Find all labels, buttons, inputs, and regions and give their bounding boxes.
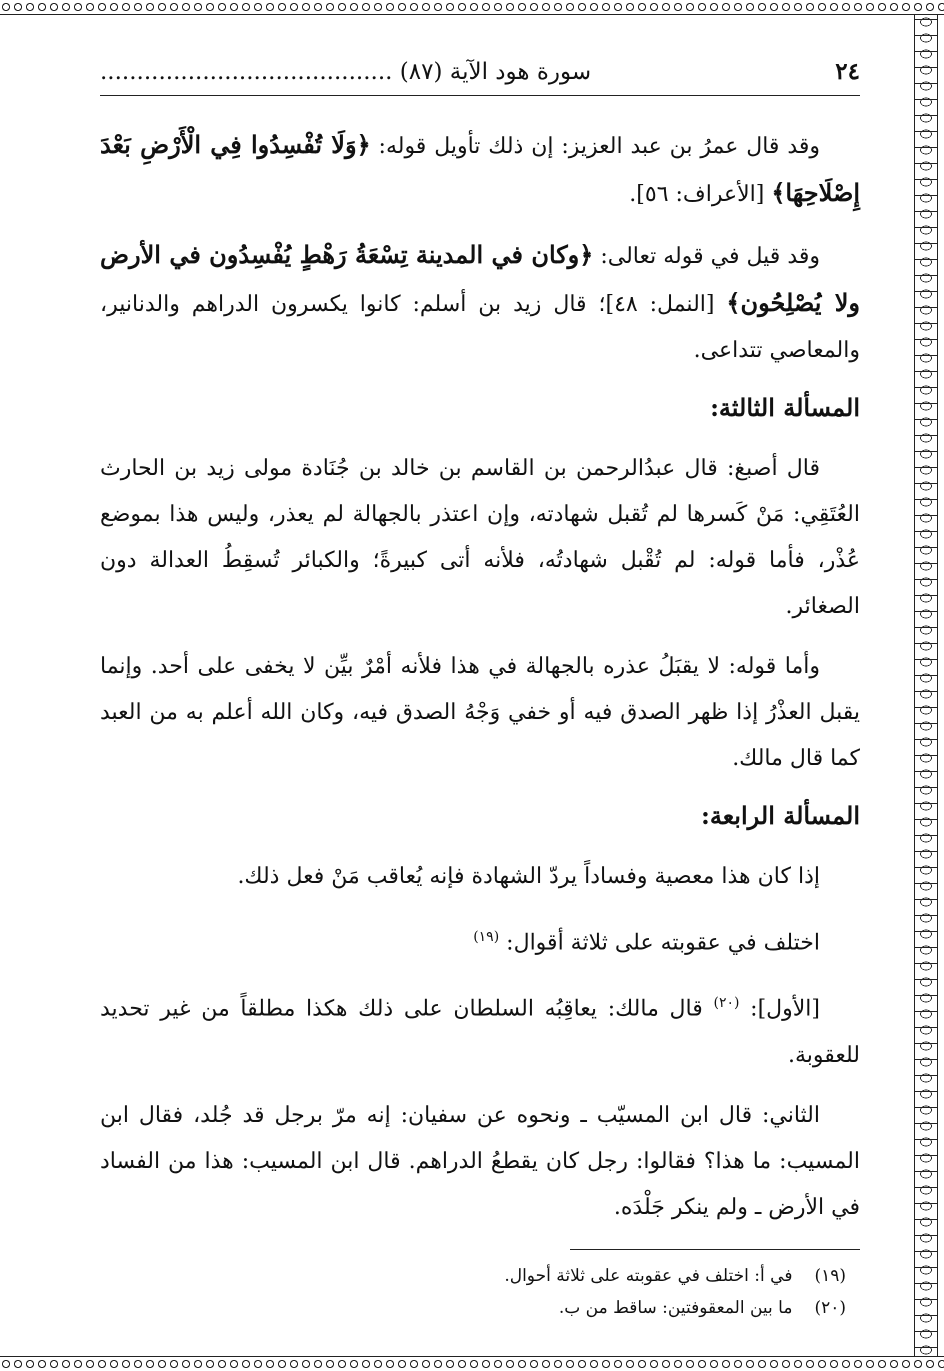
paragraph-1 bbox=[100, 122, 860, 218]
footnote-ref-19: (١٩) bbox=[473, 929, 500, 945]
paragraph-6 bbox=[100, 914, 860, 966]
paragraph-3: قال أصبغ: قال عبدُالرحمن بن القاسم بن خالد بن جُنَادة مولى زيد بن الحارث العُتَقِي: مَنْ كَسرها لم تُقبل شهادته، وإن اعتذر بالجهالة لم يعذر، وليس هذا بموضع عُذْر، فأما قوله: لم تُقْبل شهادتُه، فلأنه أتى كبيرةً؛ والكبائر تُسقِطُ العدالة دون الصغائر. bbox=[100, 456, 860, 619]
running-header bbox=[100, 52, 860, 96]
page-content bbox=[100, 52, 860, 1324]
paragraph-7-text: قال مالك: يعاقِبُه السلطان على ذلك هكذا مطلقاً من غير تحديد للعقوبة. bbox=[100, 996, 860, 1068]
quran-verse-1: ﴿وَلَا تُفْسِدُوا فِي الْأَرْضِ بَعْدَ إِصْلَاحِهَا﴾ bbox=[100, 130, 860, 207]
footnote-number: (٢٠) bbox=[814, 1297, 846, 1318]
footnote-text: ما بين المعقوفتين: ساقط من ب. bbox=[558, 1297, 793, 1318]
footnote-text: في أ: اختلف في عقوبته على ثلاثة أحوال. bbox=[504, 1265, 793, 1286]
quran-verse-2: ﴿وكان في المدينة تِسْعَةُ رَهْطٍ يُفْسِدُون في الأرض ولا يُصْلِحُون﴾ bbox=[100, 240, 860, 317]
section-heading-third: المسألة الثالثة: bbox=[710, 393, 860, 422]
footnote-19 bbox=[100, 1260, 860, 1292]
paragraph-2 bbox=[100, 232, 860, 374]
paragraph-1-lead: وقد قال عمرُ بن عبد العزيز: إن ذلك تأويل قوله: bbox=[378, 134, 821, 159]
paragraph-6-text: اختلف في عقوبته على ثلاثة أقوال: bbox=[506, 930, 820, 956]
section-heading-fourth: المسألة الرابعة: bbox=[701, 801, 860, 830]
footnote-divider bbox=[570, 1249, 860, 1250]
paragraph-8: الثاني: قال ابن المسيّب ـ ونحوه عن سفيان: إنه مرّ برجل قد جُلد، فقال ابن المسيب: ما هذا؟ فقالوا: رجل كان يقطعُ الدراهم. قال ابن المسيب: هذا من الفساد في الأرض ـ ولم ينكر جَلْدَه. bbox=[100, 1102, 860, 1220]
verse-reference-1: [الأعراف: ٥٦]. bbox=[629, 182, 765, 207]
footnote-ref-20: (٢٠) bbox=[713, 995, 740, 1012]
paragraph-5: إذا كان هذا معصية وفساداً يردّ الشهادة فإنه يُعاقب مَنْ فعل ذلك. bbox=[237, 864, 820, 889]
footnote-number: (١٩) bbox=[814, 1265, 846, 1286]
paragraph-2-rest: [النمل: ٤٨]؛ قال زيد بن أسلم: كانوا يكسرون الدراهم والدنانير، والمعاصي تتداعى. bbox=[100, 292, 860, 363]
page-number: ٢٤ bbox=[835, 58, 860, 85]
paragraph-7 bbox=[100, 980, 860, 1078]
running-title: سورة هود الآية (٨٧) ........................................ bbox=[100, 59, 592, 85]
footnote-20 bbox=[100, 1292, 860, 1324]
paragraph-2-lead: وقد قيل في قوله تعالى: bbox=[600, 244, 821, 269]
paragraph-7-lead: [الأول]: bbox=[750, 996, 821, 1022]
decorative-border-bottom bbox=[0, 1356, 944, 1371]
paragraph-4: وأما قوله: لا يقبَلُ عذره بالجهالة في هذا فلأنه أمْرٌ بيِّن لا يخفى على أحد. وإنما يقبل العذْرُ إذا ظهر الصدق فيه أو خفي وَجْهُ الصدق فيه، وكان الله أعلم به من العبد كما قال مالك. bbox=[100, 654, 860, 771]
decorative-border-top bbox=[0, 0, 944, 15]
decorative-border-right bbox=[914, 14, 938, 1357]
